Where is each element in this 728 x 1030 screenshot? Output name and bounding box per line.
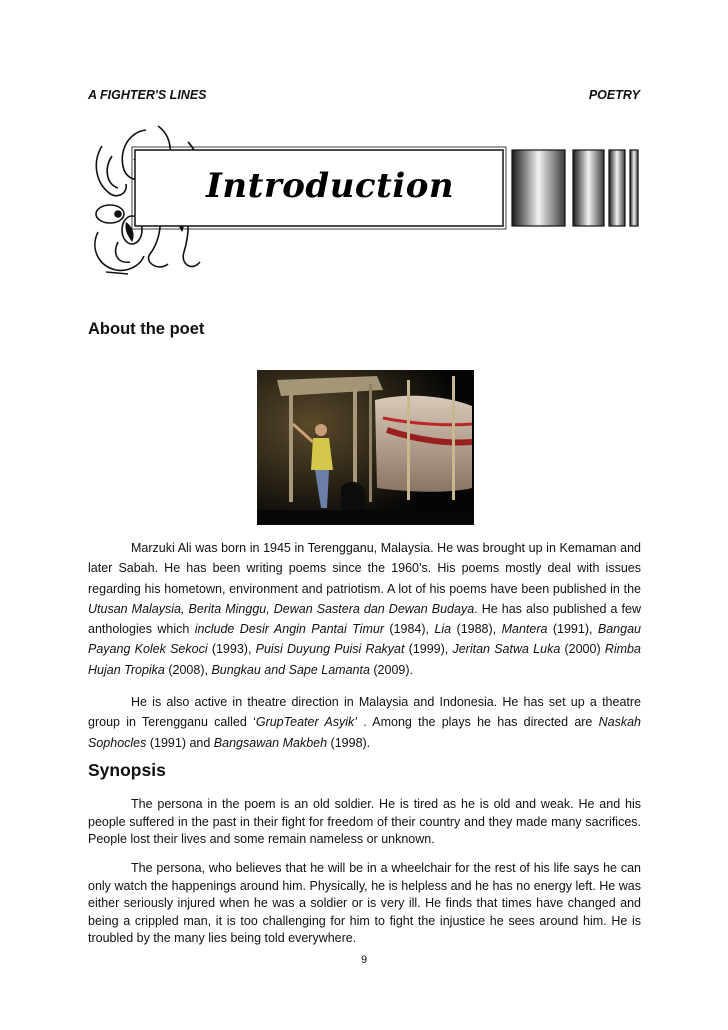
introduction-banner xyxy=(88,122,643,282)
about-paragraph-1: Marzuki Ali was born in 1945 in Terengganu, Malaysia. He was brought up in Kemaman and later Sabah. He has been writing poems since the 1960’s. His poems mostly deal with issues regarding his hometown, environment and patriotism. A lot of his poems have been published in the Utusan Malaysia, Berita Minggu, Dewan Sastera dan Dewan Budaya. He has also published a few anthologies which include Desir Angin Pantai Timur (1984), Lia (1988), Mantera (1991), Bangau Payang Kolek Sekoci (1993), Puisi Duyung Puisi Rakyat (1999), Jeritan Satwa Luka (2000) Rimba Hujan Tropika (2008), Bungkau and Sape Lamanta (2009). xyxy=(88,541,641,677)
page-number: 9 xyxy=(360,954,368,966)
running-header-right: POETRY xyxy=(588,88,640,102)
running-header-left: A FIGHTER'S LINES xyxy=(88,88,207,102)
poet-performance-photo xyxy=(257,370,474,525)
synopsis-paragraph-1: The persona in the poem is an old soldier. He is tired as he is old and weak. He and his people suffered in the past in their fight for freedom of their country and they made many sacrifices. People lost their lives and some remain nameless or unknown. xyxy=(88,797,641,846)
about-paragraph-2: He is also active in theatre direction in Malaysia and Indonesia. He has set up a theatre group in Terengganu called ‘GrupTeater Asyik’ . Among the plays he has directed are Naskah Sophocles (1991) and Bangsawan Makbeh (1998). xyxy=(88,695,641,750)
banner-title: Introduction xyxy=(206,166,455,206)
synopsis-heading: Synopsis xyxy=(88,760,166,780)
about-poet-heading: About the poet xyxy=(88,320,205,338)
synopsis-paragraph-2: The persona, who believes that he will be in a wheelchair for the rest of his life says he can only watch the happenings around him. Physically, he is helpless and he has no energy left. He was either seriously injured when he was a soldier or is very ill. He finds that times have changed and being a crippled man, it is too challenging for him to fight the injustice he sees around him. He is troubled by the many lies being told everywhere. xyxy=(88,861,641,945)
